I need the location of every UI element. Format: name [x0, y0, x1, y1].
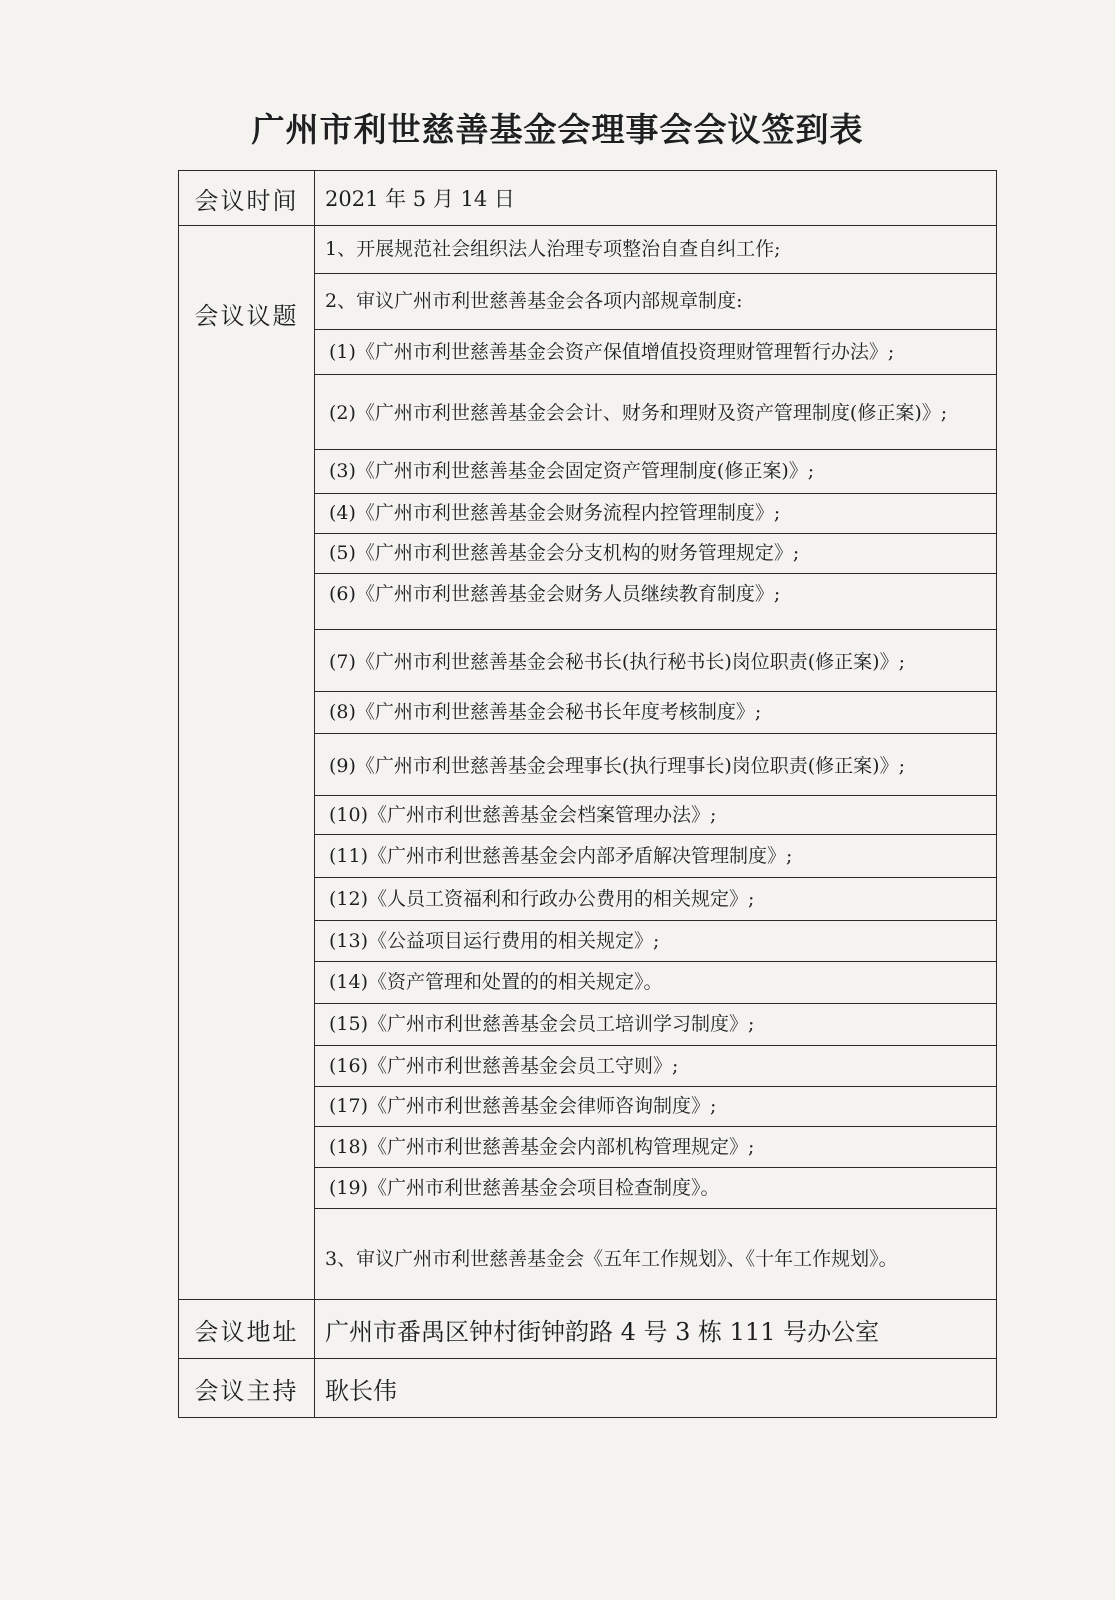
- address-value: 广州市番禺区钟村街钟韵路 4 号 3 栋 111 号办公室: [315, 1300, 997, 1359]
- agenda-label: 会议议题: [179, 226, 315, 1300]
- agenda-item-2-3: (3)《广州市利世慈善基金会固定资产管理制度(修正案)》;: [315, 450, 997, 494]
- agenda-item-2-10: (10)《广州市利世慈善基金会档案管理办法》;: [315, 796, 997, 835]
- agenda-item-2-2: (2)《广州市利世慈善基金会会计、财务和理财及资产管理制度(修正案)》;: [315, 375, 997, 450]
- agenda-row: [179, 226, 997, 274]
- host-label: 会议主持: [179, 1359, 315, 1418]
- agenda-item-2-17: (17)《广州市利世慈善基金会律师咨询制度》;: [315, 1087, 997, 1127]
- agenda-item-2-1: (1)《广州市利世慈善基金会资产保值增值投资理财管理暂行办法》;: [315, 330, 997, 375]
- agenda-item-2-14: (14)《资产管理和处置的的相关规定》。: [315, 962, 997, 1004]
- agenda-item-2: 2、审议广州市利世慈善基金会各项内部规章制度:: [315, 274, 997, 330]
- agenda-item-1: 1、开展规范社会组织法人治理专项整治自查自纠工作;: [315, 226, 997, 274]
- host-row: [179, 1359, 997, 1418]
- agenda-item-3: 3、审议广州市利世慈善基金会《五年工作规划》、《十年工作规划》。: [315, 1209, 997, 1300]
- agenda-item-2-18: (18)《广州市利世慈善基金会内部机构管理规定》;: [315, 1127, 997, 1168]
- document-title: 广州市利世慈善基金会理事会会议签到表: [251, 110, 864, 149]
- meeting-time-row: [179, 171, 997, 226]
- meeting-time-label: 会议时间: [179, 171, 315, 226]
- agenda-item-2-5: (5)《广州市利世慈善基金会分支机构的财务管理规定》;: [315, 534, 997, 574]
- agenda-item-2-11: (11)《广州市利世慈善基金会内部矛盾解决管理制度》;: [315, 835, 997, 878]
- agenda-item-2-13: (13)《公益项目运行费用的相关规定》;: [315, 921, 997, 962]
- agenda-item-2-7: (7)《广州市利世慈善基金会秘书长(执行秘书长)岗位职责(修正案)》;: [315, 630, 997, 692]
- agenda-item-2-4: (4)《广州市利世慈善基金会财务流程内控管理制度》;: [315, 494, 997, 534]
- sign-in-table: [178, 170, 997, 1418]
- address-label: 会议地址: [179, 1300, 315, 1359]
- agenda-item-2-8: (8)《广州市利世慈善基金会秘书长年度考核制度》;: [315, 692, 997, 734]
- agenda-item-2-16: (16)《广州市利世慈善基金会员工守则》;: [315, 1046, 997, 1087]
- host-value: 耿长伟: [315, 1359, 997, 1418]
- agenda-item-2-9: (9)《广州市利世慈善基金会理事长(执行理事长)岗位职责(修正案)》;: [315, 734, 997, 796]
- agenda-item-2-6: (6)《广州市利世慈善基金会财务人员继续教育制度》;: [315, 574, 997, 630]
- agenda-item-2-19: (19)《广州市利世慈善基金会项目检查制度》。: [315, 1168, 997, 1209]
- meeting-time-value: 2021 年 5 月 14 日: [315, 171, 997, 226]
- address-row: [179, 1300, 997, 1359]
- agenda-item-2-12: (12)《人员工资福利和行政办公费用的相关规定》;: [315, 878, 997, 921]
- agenda-item-2-15: (15)《广州市利世慈善基金会员工培训学习制度》;: [315, 1004, 997, 1046]
